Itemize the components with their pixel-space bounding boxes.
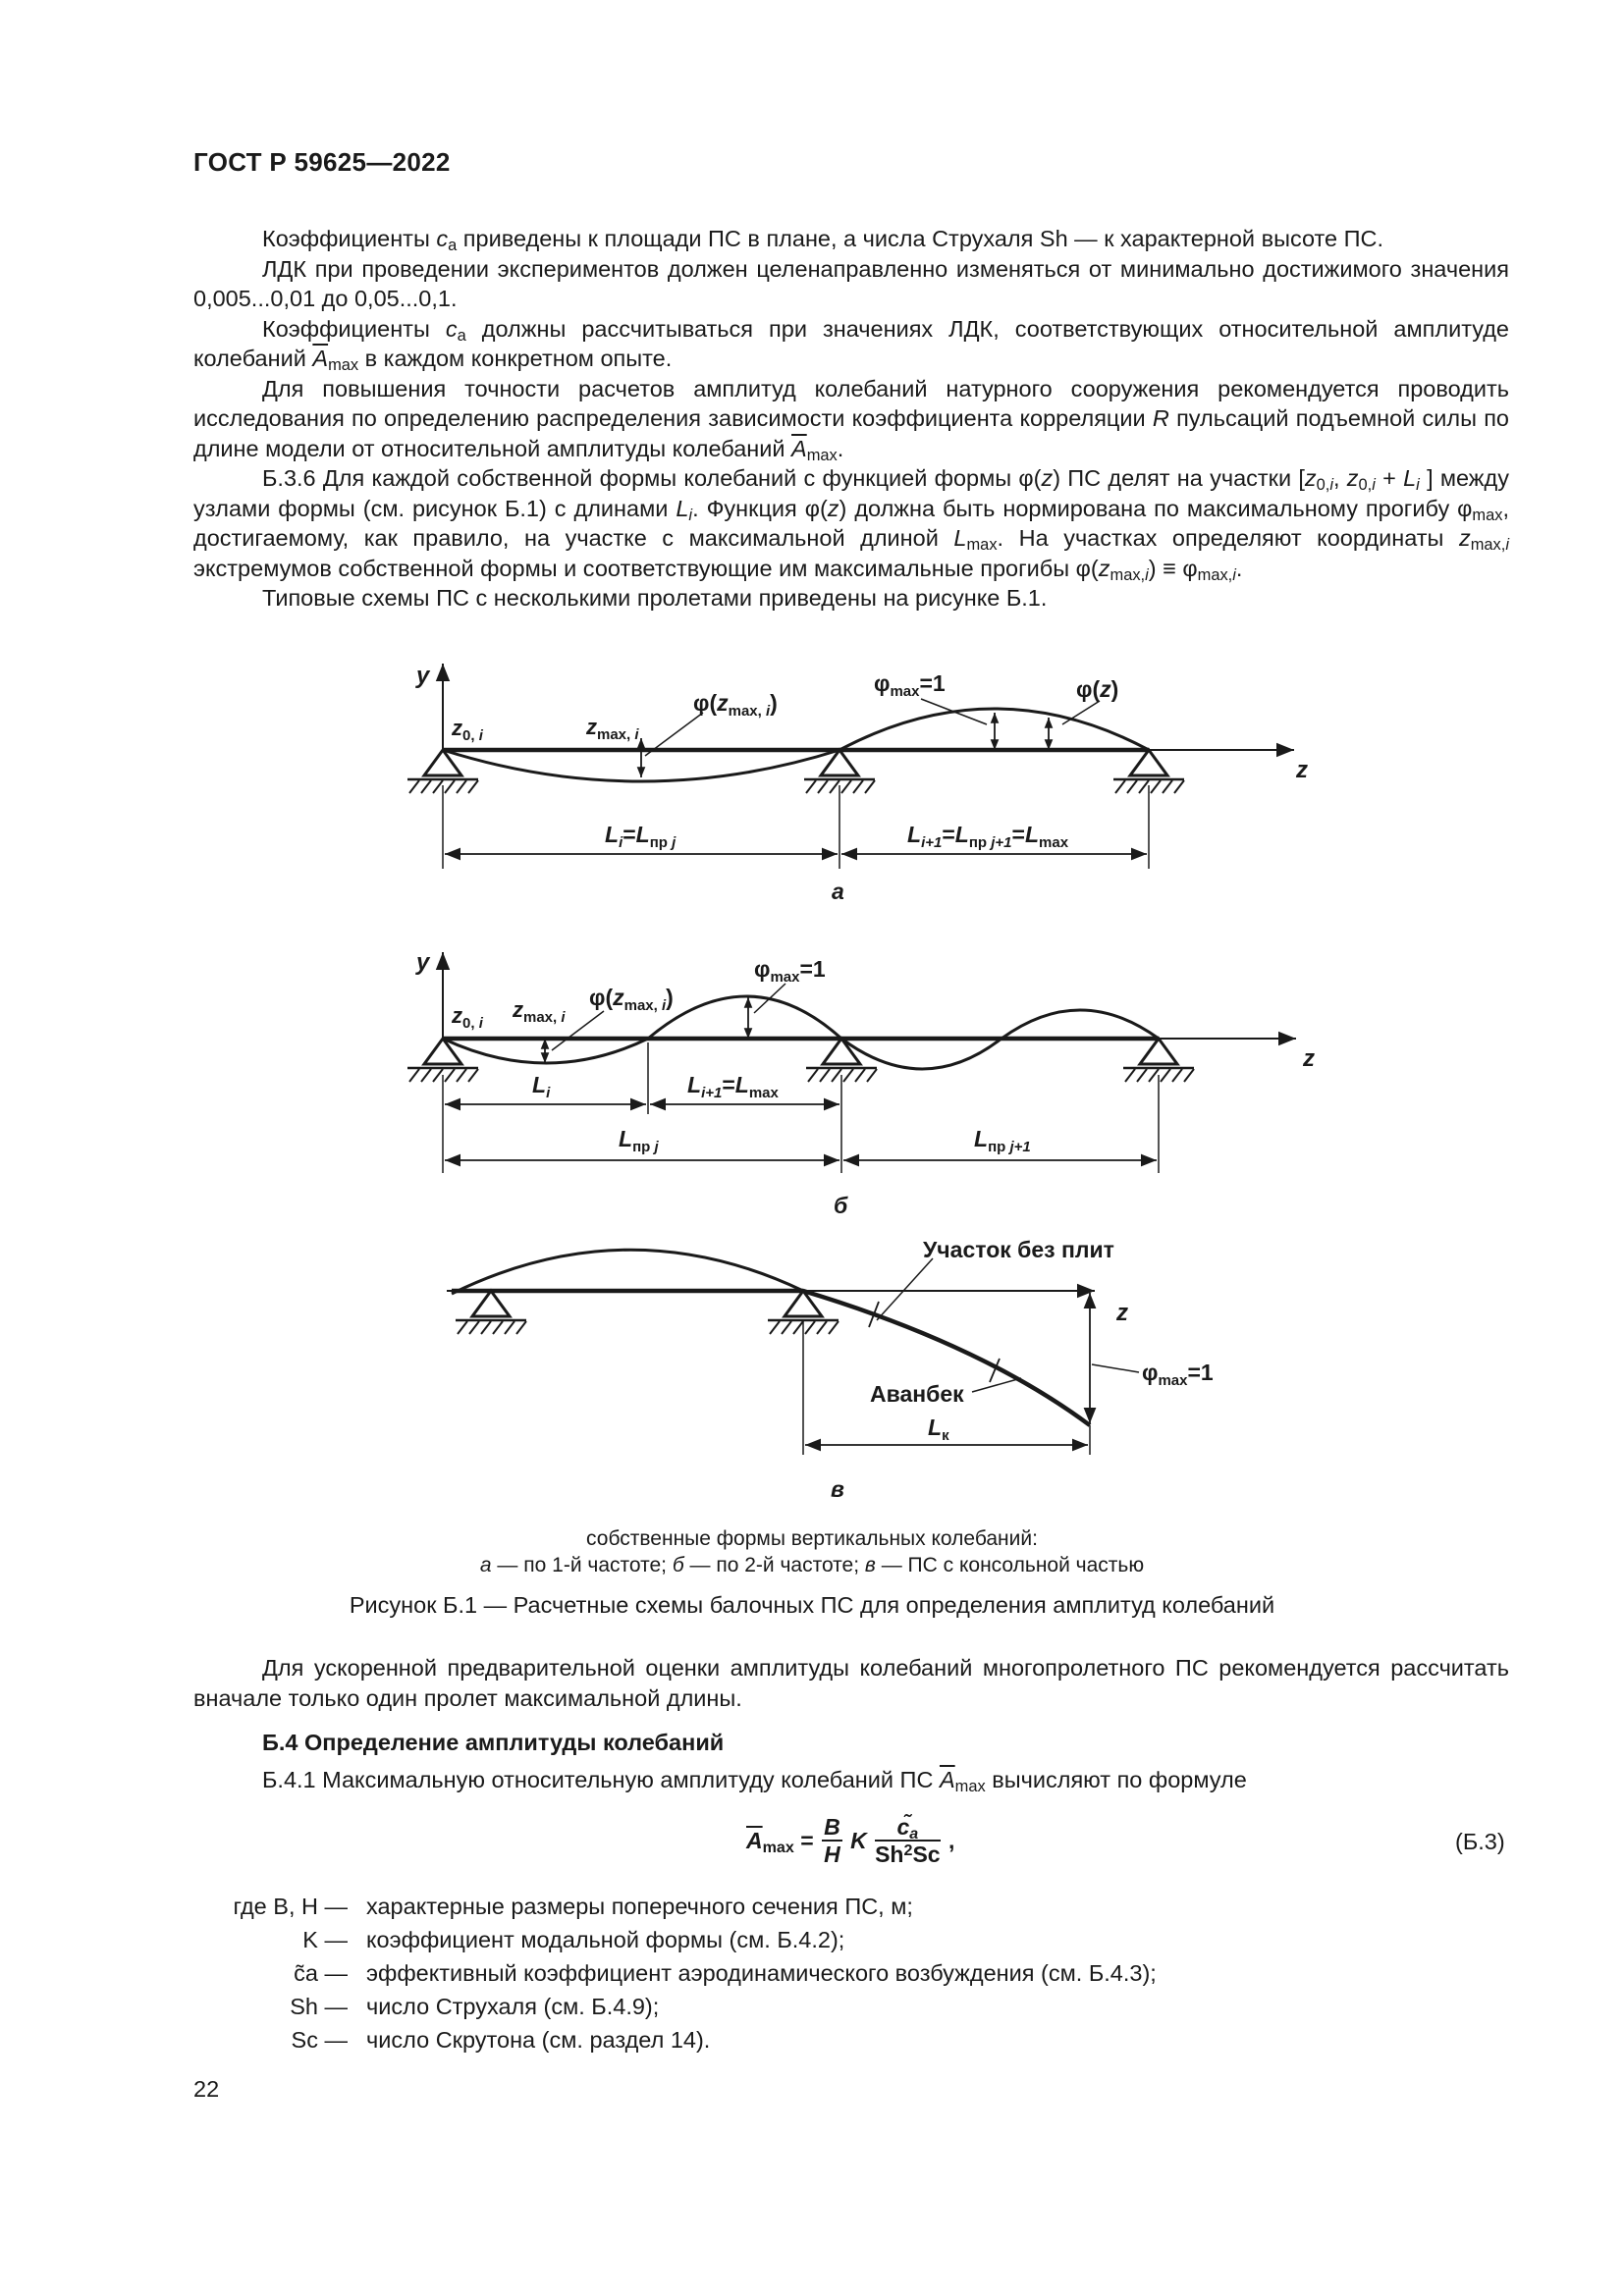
diagram-a-span1-label: $L_i=L_{пр}$ j (605, 822, 677, 851)
diagram-v-mode-shape (452, 1250, 803, 1294)
diagram-b-phimax-label: $\varphi_{max}=1$ (754, 956, 826, 986)
where-list (0, 1890, 1624, 2056)
diagram-v-support-1 (456, 1291, 526, 1334)
diagram-b-z0-label: $z_{0,}$ i (452, 1003, 483, 1032)
paragraph-b41: Б.4.1 Максимальную относительную амплитуду колебаний ПС $\overline{A}_{max}$ вычисляют по формуле (262, 1767, 1247, 1796)
page-header: ГОСТ Р 59625—2022 (193, 147, 451, 177)
diagram-v (447, 1237, 1214, 1502)
diagram-v-avanbek-label: Аванбек (870, 1381, 964, 1407)
where-item-bh: где B, H — характерные размеры поперечного сечения ПС, м; (233, 1894, 913, 1919)
figure-subcaption (0, 1525, 1624, 1578)
diagram-v-lk-label: $L_к$ (928, 1415, 949, 1444)
diagram-a (407, 663, 1308, 904)
formula-lhs: $\overline{A}_{max}$ = (746, 1827, 814, 1856)
formula-k: K (850, 1827, 867, 1853)
diagram-a-z0-label: $z_{0,}$ i (452, 716, 483, 744)
paragraph-3: Коэффициенты $c_a$ должны рассчитываться при значениях ЛДК, соответствующих относительной амплитуде колебаний $\overline{A}_{max}$ в каждом конкретном опыте. (193, 315, 1509, 375)
paragraph-after-figure: Для ускоренной предварительной оценки амплитуды колебаний многопролетного ПС рекомендуется рассчитать вначале только один пролет максимальной длины. (193, 1655, 1509, 1711)
diagram-v-leader-phimax (1092, 1364, 1139, 1372)
paragraph-1: Коэффициенты $c_a$ приведены к площади ПС в плане, а числа Струхаля Sh — к характерной высоте ПС. (262, 226, 1384, 255)
figure-caption: Рисунок Б.1 — Расчетные схемы балочных ПС для определения амплитуд колебаний (349, 1592, 1275, 1618)
where-item-sc: Sc — число Скрутона (см. раздел 14). (291, 2027, 711, 2053)
diagram-a-z-label: z (1296, 757, 1308, 783)
diagram-b-letter: б (834, 1193, 848, 1218)
diagram-b-y-label: y (416, 949, 430, 976)
diagram-v-phimax-label: $\varphi_{max}=1$ (1142, 1360, 1214, 1389)
equation-number: (Б.3) (1455, 1829, 1505, 1854)
diagram-b-mode-shape (443, 996, 1159, 1069)
diagram-a-letter: а (832, 879, 844, 904)
diagram-a-y-label: y (416, 663, 430, 689)
formula-b3 (746, 1814, 954, 1873)
diagram-b (407, 949, 1315, 1218)
diagram-a-phi-zmax-label: $\varphi(z_{max,}$ i) (693, 690, 778, 720)
diagram-v-z-label: z (1116, 1300, 1128, 1326)
diagram-a-leader-phimax (921, 699, 987, 724)
where-item-sh: Sh — число Струхаля (см. Б.4.9); (290, 1994, 660, 2019)
diagram-v-letter: в (831, 1476, 844, 1502)
figure-subcaption-line-2: а — по 1-й частоте; б — по 2-й частоте; в — ПС с консольной частью (479, 1554, 1145, 1576)
diagram-v-leader-avanbek (972, 1378, 1021, 1392)
diagram-b-phi-zmax-label: $\varphi(z_{max,}$ i) (589, 985, 674, 1014)
diagram-v-leader-no-slabs (877, 1258, 933, 1320)
paragraph-6: Типовые схемы ПС с несколькими пролетами приведены на рисунке Б.1. (262, 585, 1048, 611)
section-heading: Б.4 Определение амплитуды колебаний (262, 1730, 725, 1755)
body-text-after-figure (193, 1653, 1509, 1713)
diagram-v-no-slabs-label: Участок без плит (923, 1237, 1114, 1262)
diagram-a-span2-label: $L_{i+1}=L_{пр}$ $j+1=L_{max}$ (907, 822, 1069, 851)
diagram-b-lprj-label: $L_{пр}$ j (619, 1126, 659, 1155)
diagram-b-zmax-label: $z_{max,}$ i (513, 997, 566, 1026)
page-number: 22 (193, 2076, 220, 2102)
diagram-a-phimax-label: $\varphi_{max}=1$ (874, 670, 946, 700)
diagram-b-z-label: z (1303, 1045, 1315, 1072)
diagram-b-li-label: $L_i$ (532, 1072, 551, 1101)
formula-fraction-bh: $\frac{B}{H}$ (824, 1814, 840, 1867)
where-item-k: K — коэффициент модальной формы (см. Б.4.2); (302, 1927, 845, 1952)
formula-comma: , (947, 1827, 955, 1853)
figure-subcaption-line-1: собственные формы вертикальных колебаний: (586, 1527, 1038, 1550)
diagram-a-zmax-label: $z_{max,}$ i (586, 715, 639, 743)
paragraph-5: Б.3.6 Для каждой собственной формы колебаний с функцией формы φ(z) ПС делят на участки [$z_{0,i}$, $z_{0,i} + L_i$ ] между узлами формы (см. рисунок Б.1) с длинами $L_i$. Функция φ(z) должна быть нормирована по максимальному прогибу $\varphi_{max}$, достигаемому, как правило, на участке с максимальной длиной $L_{max}$. На участках определяют координаты $z_{max,i}$ экстремумов собственной формы и соответствующие им максимальные прогибы $\varphi(z_{max,i}) \equiv \varphi_{max,i}$. (193, 465, 1509, 584)
formula-fraction-ca: $\frac{c̃_a}{Sh^2Sc}$ (875, 1814, 941, 1867)
paragraph-4: Для повышения точности расчетов амплитуд колебаний натурного сооружения рекомендуется проводить исследования по определению распределения зависимости коэффициента корреляции R пульсаций подъемной силы по длине модели от относительной амплитуды колебаний $\overline{A}_{max}$. (193, 375, 1509, 464)
diagram-a-phiz-label: φ(z) (1076, 676, 1119, 702)
diagram-b-lprj1-label: $L_{пр}$ j+1 (974, 1126, 1031, 1155)
paragraph-2: ЛДК при проведении экспериментов должен целенаправленно изменяться от минимально достижимого значения 0,005...0,01 до 0,05...0,1. (193, 255, 1509, 311)
where-item-ca: c̃a — эффективный коэффициент аэродинамического возбуждения (см. Б.4.3); (294, 1960, 1157, 1986)
diagram-b-li1-label: $L_{i+1}=L_{max}$ (687, 1072, 779, 1101)
